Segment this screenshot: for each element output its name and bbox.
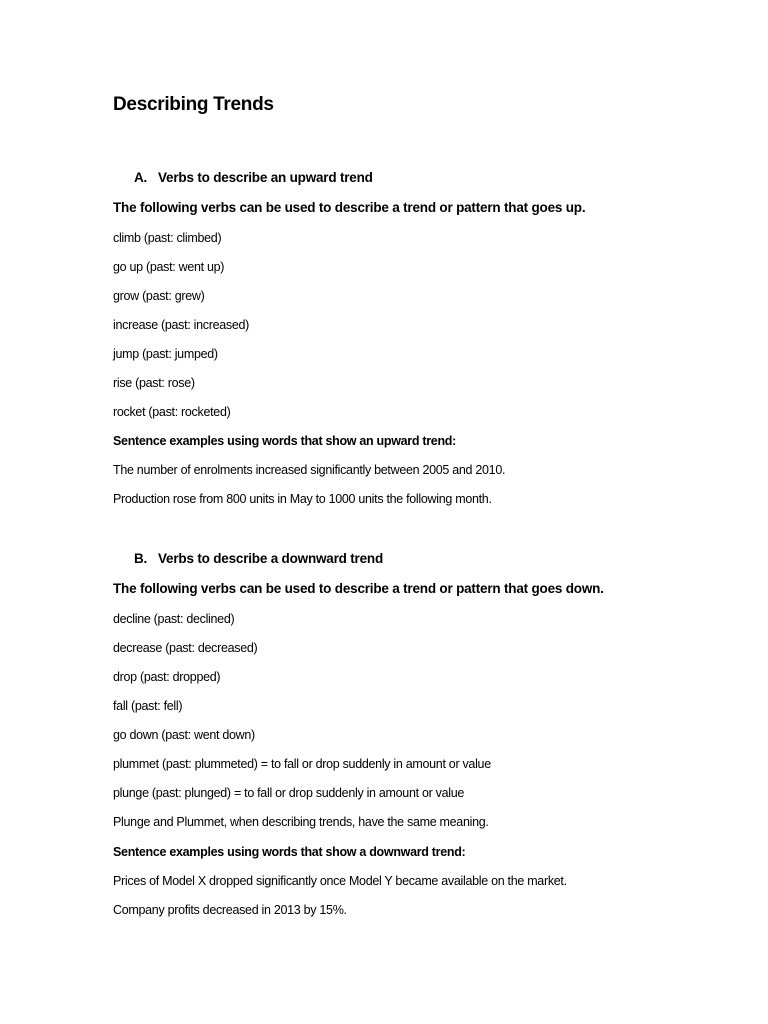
verb-item: plummet (past: plummeted) = to fall or drop suddenly in amount or value <box>113 757 491 771</box>
section-b-examples-heading: Sentence examples using words that show a downward trend: <box>113 845 466 859</box>
section-b-intro: The following verbs can be used to describe a trend or pattern that goes down. <box>113 581 604 596</box>
verb-item: rise (past: rose) <box>113 376 195 390</box>
verb-item: go up (past: went up) <box>113 260 225 274</box>
verb-item: grow (past: grew) <box>113 289 205 303</box>
section-b-heading-text: Verbs to describe a downward trend <box>158 551 384 566</box>
example-sentence: Production rose from 800 units in May to 1000 units the following month. <box>113 492 492 506</box>
example-sentence: Prices of Model X dropped significantly once Model Y became available on the market. <box>113 874 567 888</box>
section-a-examples-heading: Sentence examples using words that show an upward trend: <box>113 434 456 448</box>
section-a-intro: The following verbs can be used to describe a trend or pattern that goes up. <box>113 200 586 215</box>
section-a-heading-text: Verbs to describe an upward trend <box>158 170 373 185</box>
verb-item: go down (past: went down) <box>113 728 255 742</box>
example-sentence: Company profits decreased in 2013 by 15%. <box>113 903 347 917</box>
section-b-letter: B. <box>134 551 148 566</box>
page-title: Describing Trends <box>113 94 274 115</box>
verb-item: decrease (past: decreased) <box>113 641 258 655</box>
section-a-letter: A. <box>134 170 148 185</box>
section-b-heading <box>134 551 383 566</box>
verb-item: jump (past: jumped) <box>113 347 218 361</box>
example-sentence: The number of enrolments increased significantly between 2005 and 2010. <box>113 463 506 477</box>
verb-item: decline (past: declined) <box>113 612 235 626</box>
verb-item: fall (past: fell) <box>113 699 183 713</box>
verb-item: rocket (past: rocketed) <box>113 405 231 419</box>
verb-item: increase (past: increased) <box>113 318 250 332</box>
section-a-heading <box>134 170 373 185</box>
verb-item: plunge (past: plunged) = to fall or drop suddenly in amount or value <box>113 786 465 800</box>
verb-item: climb (past: climbed) <box>113 231 222 245</box>
section-b-note: Plunge and Plummet, when describing trends, have the same meaning. <box>113 815 489 829</box>
verb-item: drop (past: dropped) <box>113 670 221 684</box>
